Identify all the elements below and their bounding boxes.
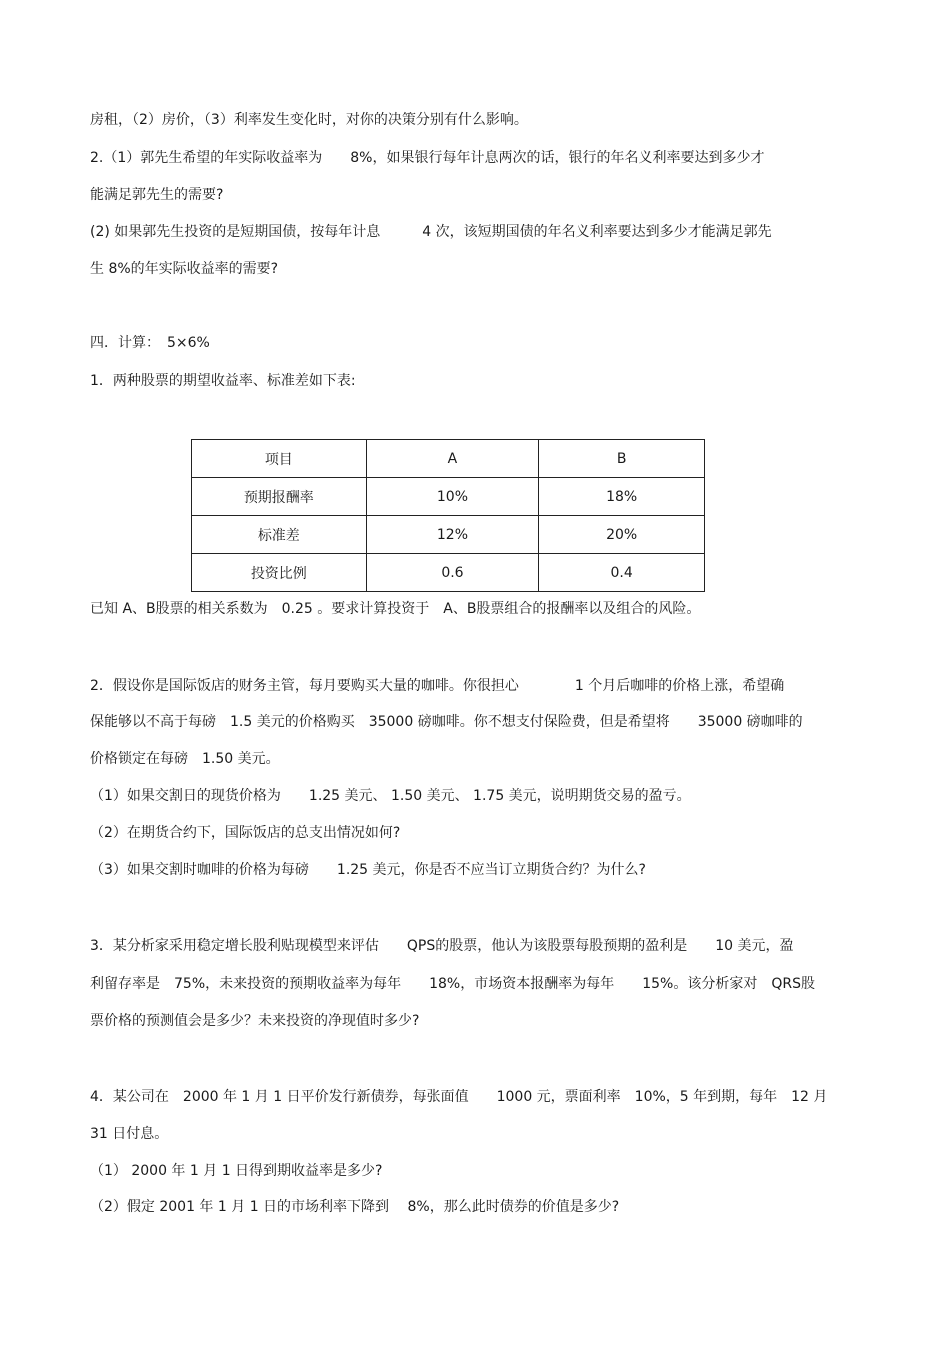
text-line: 能满足郭先生的需要?: [90, 187, 224, 203]
table-cell: 标准差: [192, 516, 367, 554]
question-1-prompt: 1．两种股票的期望收益率、标准差如下表:: [90, 373, 356, 389]
text-line: 生 8%的年实际收益率的需要?: [90, 261, 279, 277]
table-cell: 预期报酬率: [192, 478, 367, 516]
sub-question: （3）如果交割时咖啡的价格为每磅 1.25 美元，你是否不应当订立期货合约？为什么?: [90, 862, 646, 878]
table-cell: 12%: [366, 516, 539, 554]
table-cell: 0.4: [539, 554, 705, 592]
question-2-line: 保能够以不高于每磅 1.5 美元的价格购买 35000 磅咖啡。你不想支付保险费，但是希望将 35000 磅咖啡的: [90, 714, 803, 730]
sub-question: （2）在期货合约下，国际饭店的总支出情况如何?: [90, 825, 401, 841]
table-cell: 10%: [366, 478, 539, 516]
table-row: [192, 478, 705, 516]
table-cell: 0.6: [366, 554, 539, 592]
table-cell: 投资比例: [192, 554, 367, 592]
table-row: [192, 554, 705, 592]
text-line: (2) 如果郭先生投资的是短期国债，按每年计息 4 次，该短期国债的年名义利率要达到多少才能满足郭先: [90, 224, 772, 240]
table-header-row: [192, 440, 705, 478]
text-line: 已知 A、B股票的相关系数为 0.25 。要求计算投资于 A、B股票组合的报酬率以及组合的风险。: [90, 601, 701, 617]
table-header-cell: A: [366, 440, 539, 478]
question-4-line: 31 日付息。: [90, 1126, 169, 1142]
sub-question: （1） 2000 年 1 月 1 日得到期收益率是多少?: [90, 1163, 383, 1179]
table-cell: 18%: [539, 478, 705, 516]
sub-question: （1）如果交割日的现货价格为 1.25 美元、 1.50 美元、 1.75 美元，说明期货交易的盈亏。: [90, 788, 691, 804]
text-line: 房租，（2）房价，（3）利率发生变化时，对你的决策分别有什么影响。: [90, 112, 528, 128]
question-2-line: 2．假设你是国际饭店的财务主管，每月要购买大量的咖啡。你很担心 1 个月后咖啡的价格上涨，希望确: [90, 678, 785, 694]
question-3-line: 票价格的预测值会是多少？未来投资的净现值时多少?: [90, 1013, 420, 1029]
sub-question: （2）假定 2001 年 1 月 1 日的市场利率下降到 8%，那么此时债券的价值是多少?: [90, 1199, 620, 1215]
question-3-line: 3．某分析家采用稳定增长股利贴现模型来评估 QPS的股票，他认为该股票每股预期的盈利是 10 美元，盈: [90, 938, 794, 954]
question-3-line: 利留存率是 75%，未来投资的预期收益率为每年 18%，市场资本报酬率为每年 15%。该分析家对 QRS股: [90, 976, 815, 992]
stock-table: [191, 439, 705, 592]
question-2-line: 价格锁定在每磅 1.50 美元。: [90, 751, 280, 767]
text-line: 2.（1）郭先生希望的年实际收益率为 8%，如果银行每年计息两次的话，银行的年名义利率要达到多少才: [90, 150, 765, 166]
table-header-cell: 项目: [192, 440, 367, 478]
section-heading: 四．计算： 5×6%: [90, 335, 210, 351]
table-row: [192, 516, 705, 554]
question-4-line: 4．某公司在 2000 年 1 月 1 日平价发行新债券，每张面值 1000 元，票面利率 10%，5 年到期，每年 12 月: [90, 1089, 828, 1105]
table-cell: 20%: [539, 516, 705, 554]
table-header-cell: B: [539, 440, 705, 478]
